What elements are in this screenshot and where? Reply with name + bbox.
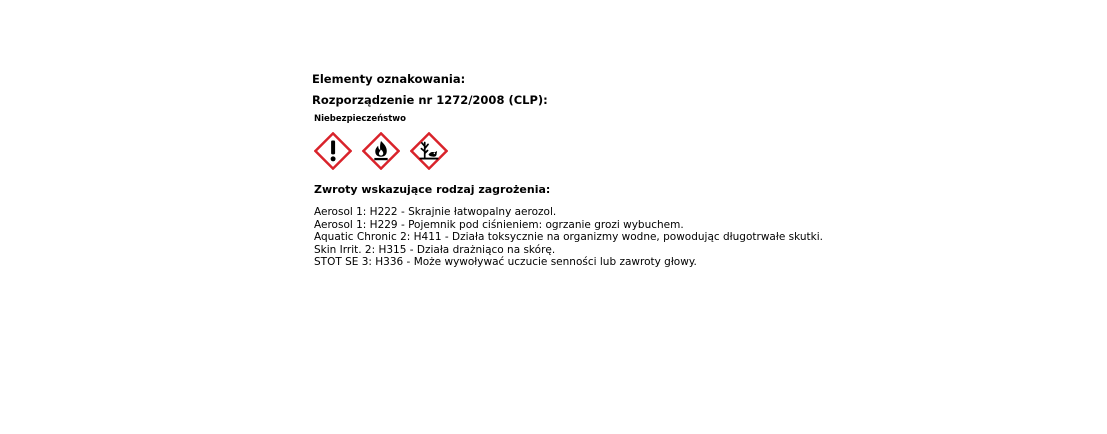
regulation-heading: Rozporządzenie nr 1272/2008 (CLP): [312, 93, 548, 107]
exclamation-mark-icon [314, 132, 352, 170]
hazard-statements-title: Zwroty wskazujące rodzaj zagrożenia: [314, 183, 551, 196]
flame-icon [362, 132, 400, 170]
hazard-pictograms [314, 131, 832, 171]
section-heading: Elementy oznakowania: [312, 72, 466, 86]
hazard-statements-list [314, 206, 832, 269]
hazard-statement-h229: Aerosol 1: H229 - Pojemnik pod ciśnieniem: ogrzanie grozi wybuchem. [314, 218, 684, 231]
hazard-statement-h411: Aquatic Chronic 2: H411 - Działa toksycznie na organizmy wodne, powodując długotrwałe skutki. [314, 231, 823, 243]
hazard-statement-h222: Aerosol 1: H222 - Skrajnie łatwopalny aerozol. [314, 206, 557, 218]
label-elements-section [312, 72, 832, 269]
hazard-statement-h336: STOT SE 3: H336 - Może wywoływać uczucie senności lub zawroty głowy. [314, 256, 697, 268]
hazard-statement-h315: Skin Irrit. 2: H315 - Działa drażniąco na skórę. [314, 243, 556, 256]
environment-icon [410, 132, 448, 170]
signal-word: Niebezpieczeństwo [314, 114, 406, 124]
